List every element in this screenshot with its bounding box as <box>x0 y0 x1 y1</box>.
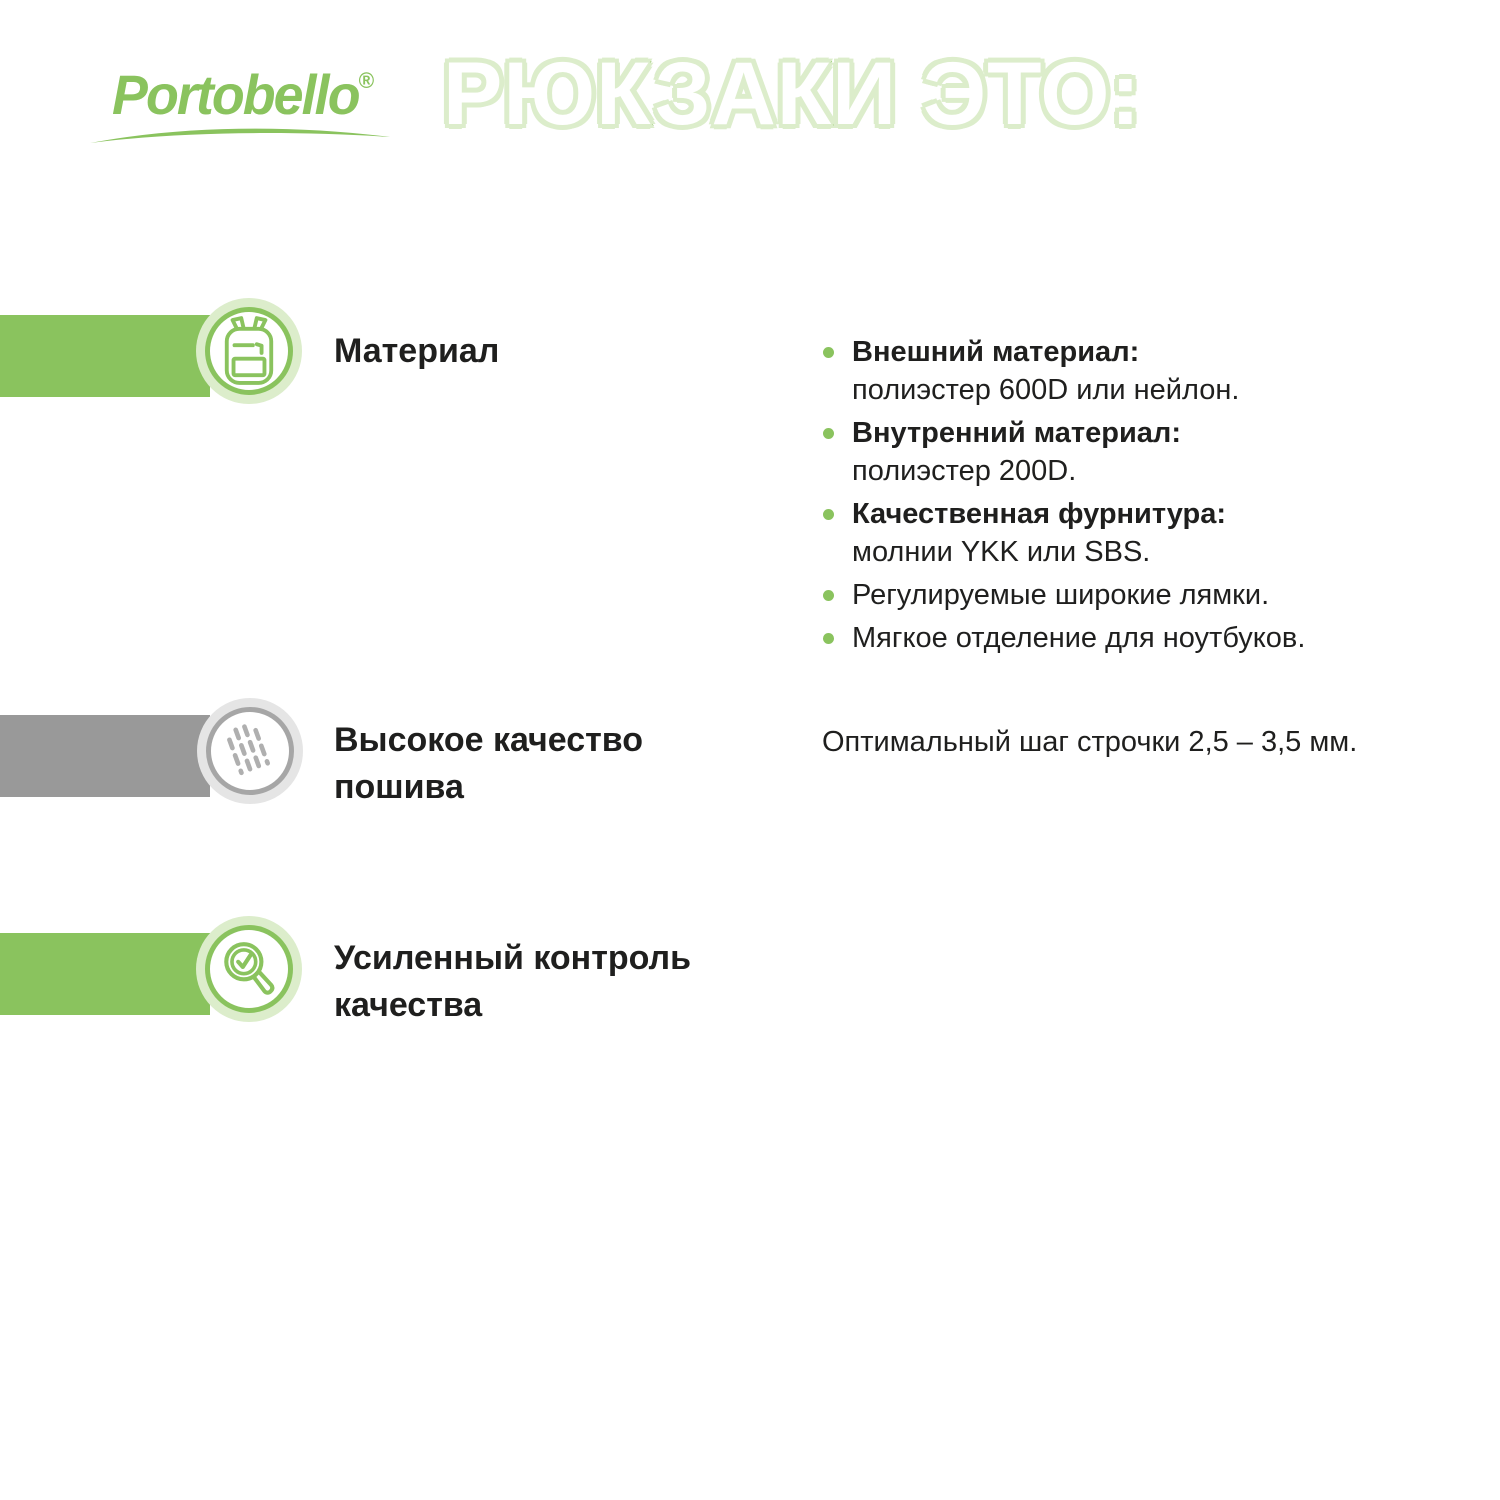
bullet-dot <box>823 347 834 358</box>
portobello-logo <box>112 62 432 127</box>
section-stitch-disc <box>206 707 294 795</box>
registered-mark: ® <box>358 68 375 93</box>
section-qc-bar <box>0 933 210 1015</box>
section-stitch-bar <box>0 715 210 797</box>
bullet-detail: молнии YKK или SBS. <box>852 536 1151 568</box>
stitch-note: Оптимальный шаг строчки 2,5 – 3,5 мм. <box>822 726 1358 758</box>
bullet-dot <box>823 509 834 520</box>
section-material-bar <box>0 315 210 397</box>
heading-line: Материал <box>334 332 500 370</box>
portobello-logo-text <box>112 62 419 127</box>
backpack-icon <box>220 316 278 386</box>
bullet-dot <box>823 590 834 601</box>
heading-line: Высокое качество <box>334 721 644 759</box>
heading-line: Усиленный контроль <box>334 939 692 977</box>
bullet-title: Качественная фурнитура: <box>852 498 1227 530</box>
list-item <box>822 414 1422 490</box>
list-item <box>822 333 1422 409</box>
section-material-disc <box>205 307 293 395</box>
page-title: РЮКЗАКИ ЭТО: <box>443 43 1142 143</box>
bullet-title: Внутренний материал: <box>852 417 1182 449</box>
list-item <box>822 576 1422 614</box>
bullet-title: Внешний материал: <box>852 336 1140 368</box>
bullet-dot <box>823 428 834 439</box>
section-stitch-heading <box>334 717 643 811</box>
bullet-detail: полиэстер 200D. <box>852 455 1077 487</box>
heading-line: качества <box>334 986 483 1024</box>
list-item <box>822 619 1422 657</box>
heading-line: пошива <box>334 768 464 806</box>
logo-swoosh <box>90 124 390 144</box>
bullet-detail: полиэстер 600D или нейлон. <box>852 374 1240 406</box>
stitching-icon <box>219 720 281 782</box>
material-bullet-list <box>822 333 1422 662</box>
section-qc-heading <box>334 935 691 1029</box>
section-qc-disc <box>205 925 293 1013</box>
section-material-heading <box>334 328 499 375</box>
magnifier-check-icon <box>218 937 280 1001</box>
brand-name: Portobello <box>112 63 359 126</box>
bullet-dot <box>823 633 834 644</box>
bullet-detail: Мягкое отделение для ноутбуков. <box>852 622 1306 654</box>
bullet-detail: Регулируемые широкие лямки. <box>852 579 1270 611</box>
list-item <box>822 495 1422 571</box>
